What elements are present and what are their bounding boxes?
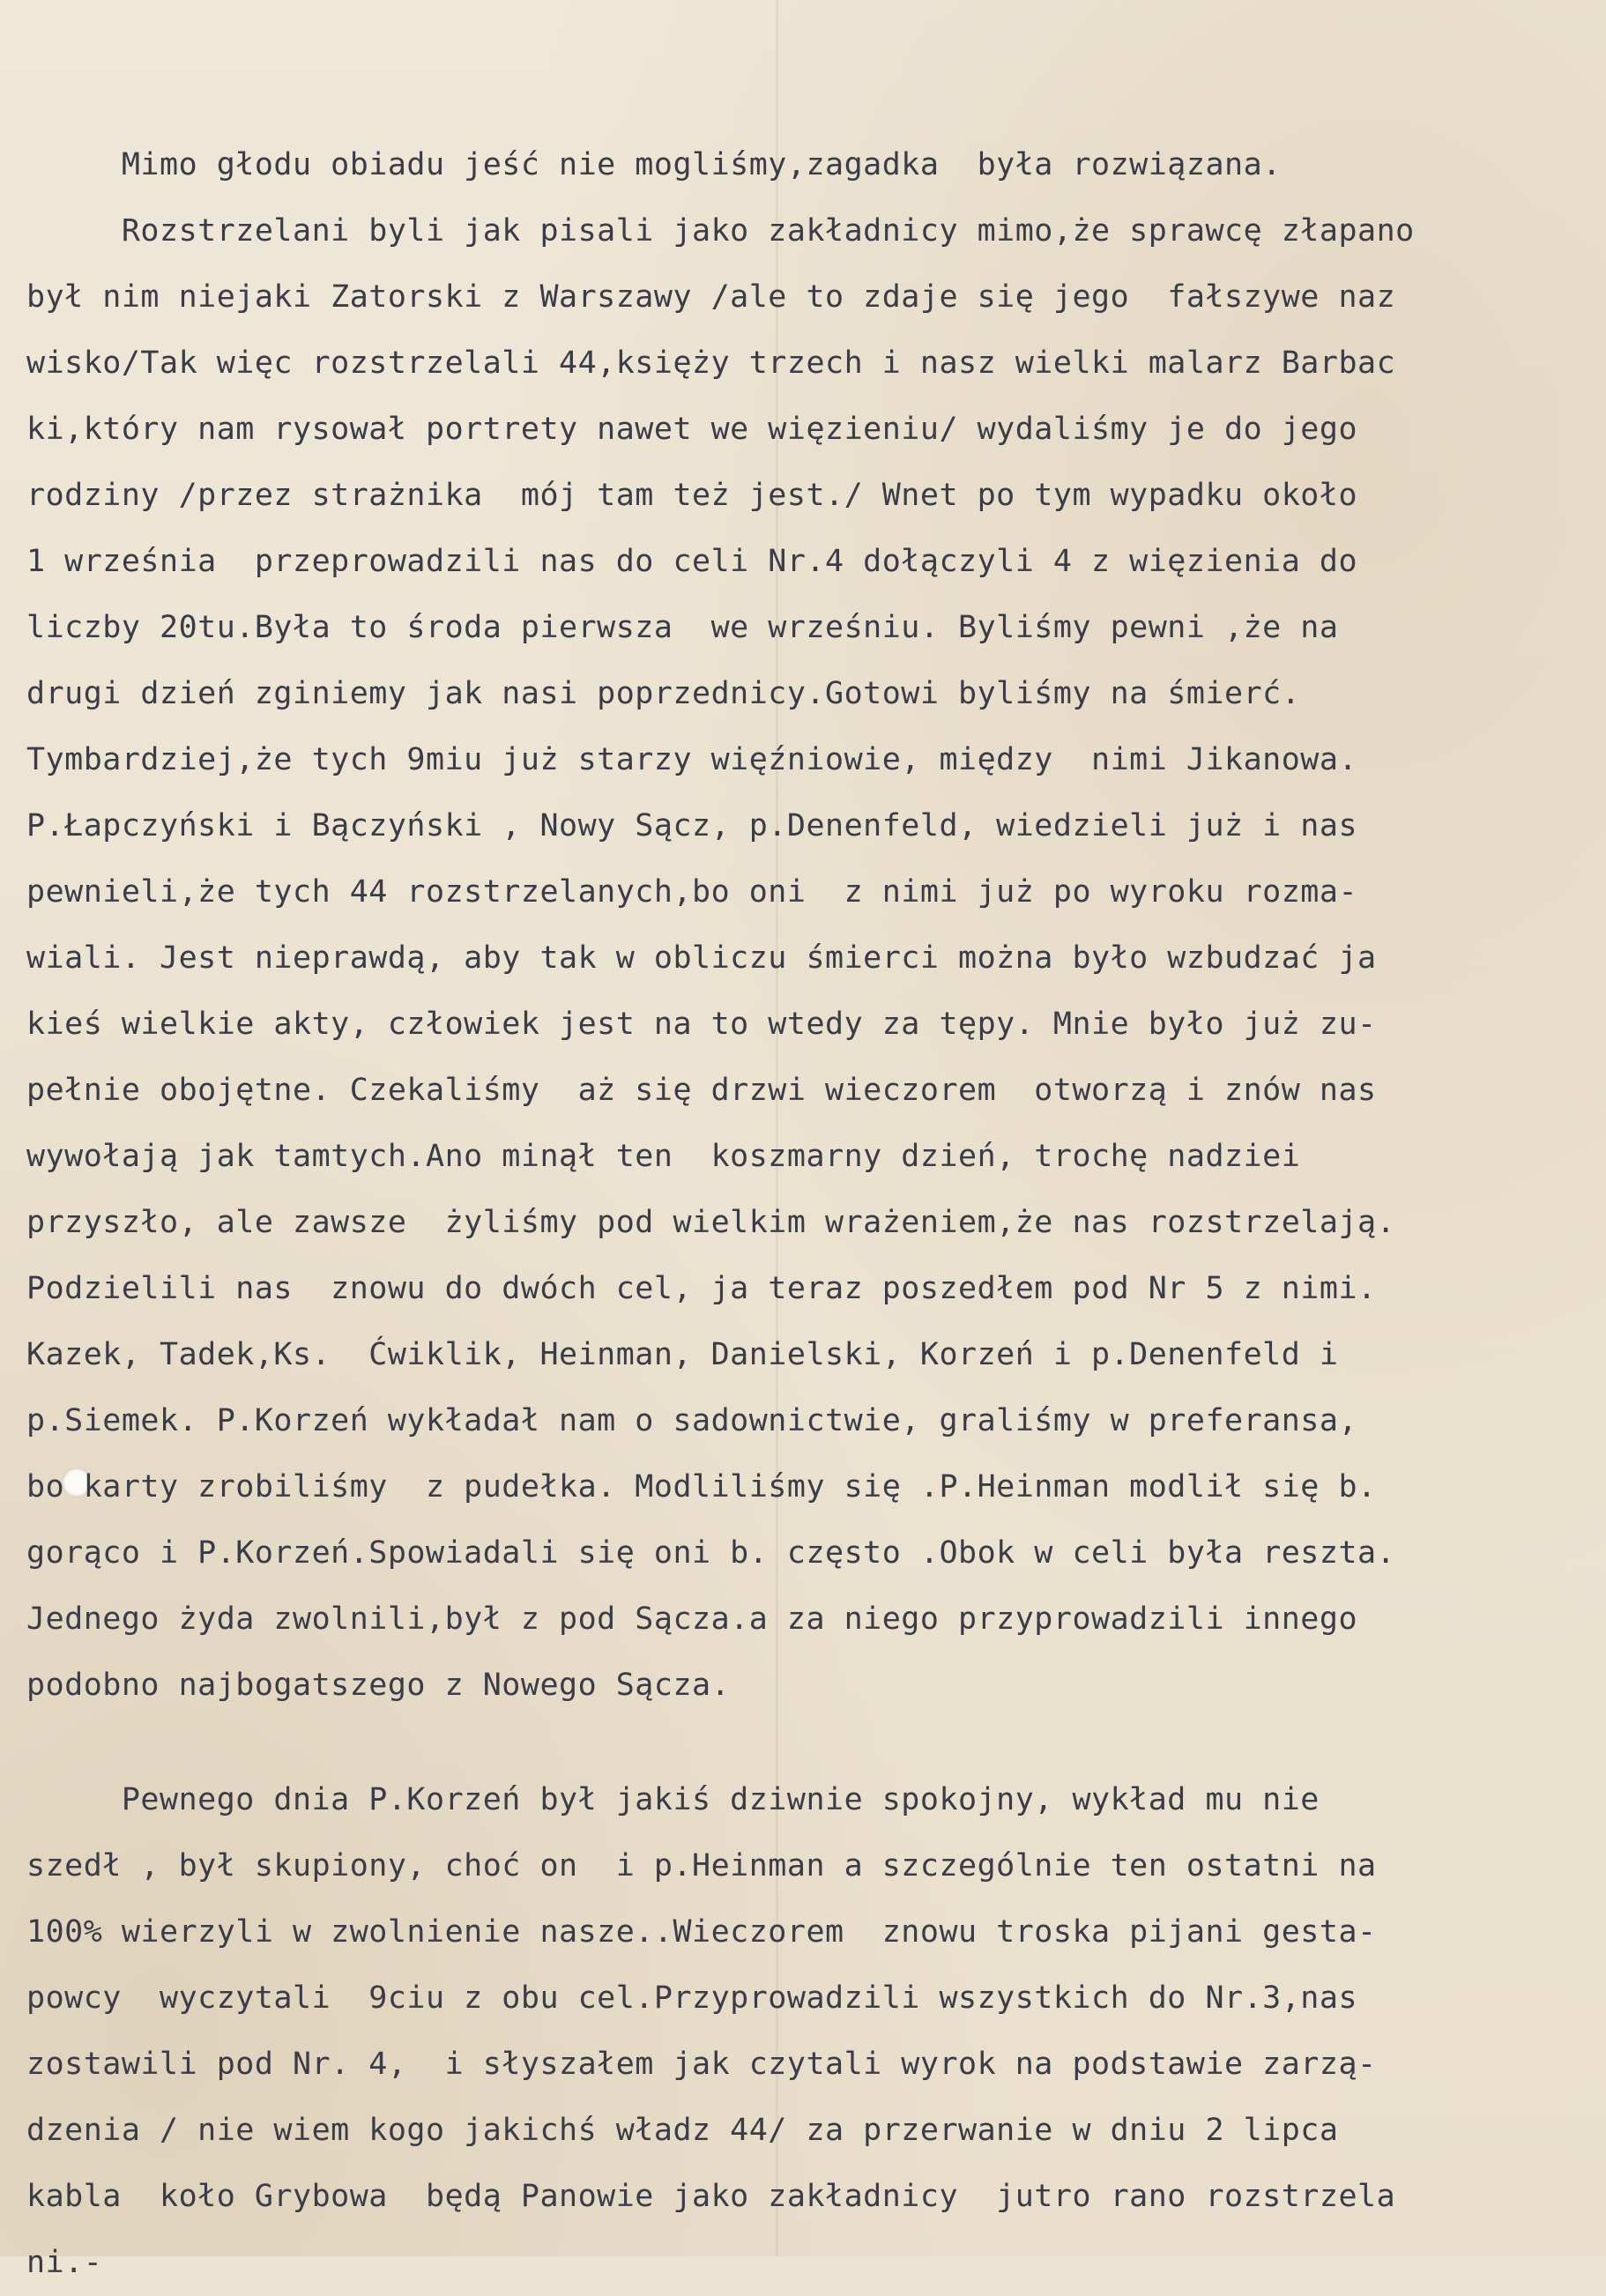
text-line: Rozstrzelani byli jak pisali jako zakładnicy mimo,że sprawcę złapano <box>26 213 1415 249</box>
text-line: szedł , był skupiony, choć on i p.Heinman a szczególnie ten ostatni na <box>26 1848 1377 1884</box>
text-line: wiali. Jest nieprawdą, aby tak w obliczu śmierci można było wzbudzać ja <box>26 940 1377 976</box>
text-line: liczby 20tu.Była to środa pierwsza we wrześniu. Byliśmy pewni ,że na <box>26 610 1339 645</box>
paragraph-gap <box>26 1719 1578 1767</box>
text-line: ki,który nam rysował portrety nawet we więzieniu/ wydaliśmy je do jego <box>26 412 1358 447</box>
text-line: Jednego żyda zwolnili,był z pod Sącza.a za niego przyprowadzili innego <box>26 1601 1358 1637</box>
text-line: drugi dzień zginiemy jak nasi poprzednicy.Gotowi byliśmy na śmierć. <box>26 676 1301 711</box>
text-line: pewnieli,że tych 44 rozstrzelanych,bo oni z nimi już po wyroku rozma- <box>26 874 1358 910</box>
paragraph-1 <box>26 132 1578 1719</box>
text-line: przyszło, ale zawsze żyliśmy pod wielkim wrażeniem,że nas rozstrzelają. <box>26 1205 1396 1240</box>
text-line: Pewnego dnia P.Korzeń był jakiś dziwnie spokojny, wykład mu nie <box>26 1782 1320 1817</box>
text-line: ni.- <box>26 2245 103 2280</box>
text-line: rodziny /przez strażnika mój tam też jest./ Wnet po tym wypadku około <box>26 478 1358 513</box>
text-line: wywołają jak tamtych.Ano minął ten koszmarny dzień, trochę nadziei <box>26 1139 1301 1174</box>
text-line: zostawili pod Nr. 4, i słyszałem jak czytali wyrok na podstawie zarzą- <box>26 2047 1377 2082</box>
text-line: p.Siemek. P.Korzeń wykładał nam o sadownictwie, graliśmy w preferansa, <box>26 1403 1358 1438</box>
text-line: dzenia / nie wiem kogo jakichś władz 44/ za przerwanie w dniu 2 lipca <box>26 2113 1339 2148</box>
text-line: P.Łapczyński i Bączyński , Nowy Sącz, p.Denenfeld, wiedzieli już i nas <box>26 808 1358 843</box>
text-line: 1 września przeprowadzili nas do celi Nr.4 dołączyli 4 z więzienia do <box>26 544 1358 579</box>
text-line: powcy wyczytali 9ciu z obu cel.Przyprowadzili wszystkich do Nr.3,nas <box>26 1980 1358 2016</box>
text-line: wisko/Tak więc rozstrzelali 44,księży trzech i nasz wielki malarz Barbac <box>26 346 1396 381</box>
text-line: Podzielili nas znowu do dwóch cel, ja teraz poszedłem pod Nr 5 z nimi. <box>26 1271 1377 1306</box>
text-line: pełnie obojętne. Czekaliśmy aż się drzwi wieczorem otworzą i znów nas <box>26 1073 1377 1108</box>
text-line: kieś wielkie akty, człowiek jest na to wtedy za tępy. Mnie było już zu- <box>26 1007 1377 1042</box>
text-line: 100% wierzyli w zwolnienie nasze..Wieczorem znowu troska pijani gesta- <box>26 1914 1377 1950</box>
text-line: był nim niejaki Zatorski z Warszawy /ale to zdaje się jego fałszywe naz <box>26 279 1396 315</box>
typed-text <box>26 132 1578 2296</box>
text-line: kabla koło Grybowa będą Panowie jako zakładnicy jutro rano rozstrzela <box>26 2179 1396 2214</box>
text-line: Mimo głodu obiadu jeść nie mogliśmy,zagadka była rozwiązana. <box>26 147 1301 182</box>
text-line: bo karty zrobiliśmy z pudełka. Modliliśmy się .P.Heinman modlił się b. <box>26 1469 1377 1505</box>
text-line: Tymbardziej,że tych 9miu już starzy więźniowie, między nimi Jikanowa. <box>26 742 1358 777</box>
text-line: podobno najbogatszego z Nowego Sącza. <box>26 1668 731 1703</box>
paragraph-2 <box>26 1767 1578 2296</box>
text-line: Kazek, Tadek,Ks. Ćwiklik, Heinman, Danielski, Korzeń i p.Denenfeld i <box>26 1337 1339 1372</box>
text-line: gorąco i P.Korzeń.Spowiadali się oni b. często .Obok w celi była reszta. <box>26 1535 1396 1571</box>
